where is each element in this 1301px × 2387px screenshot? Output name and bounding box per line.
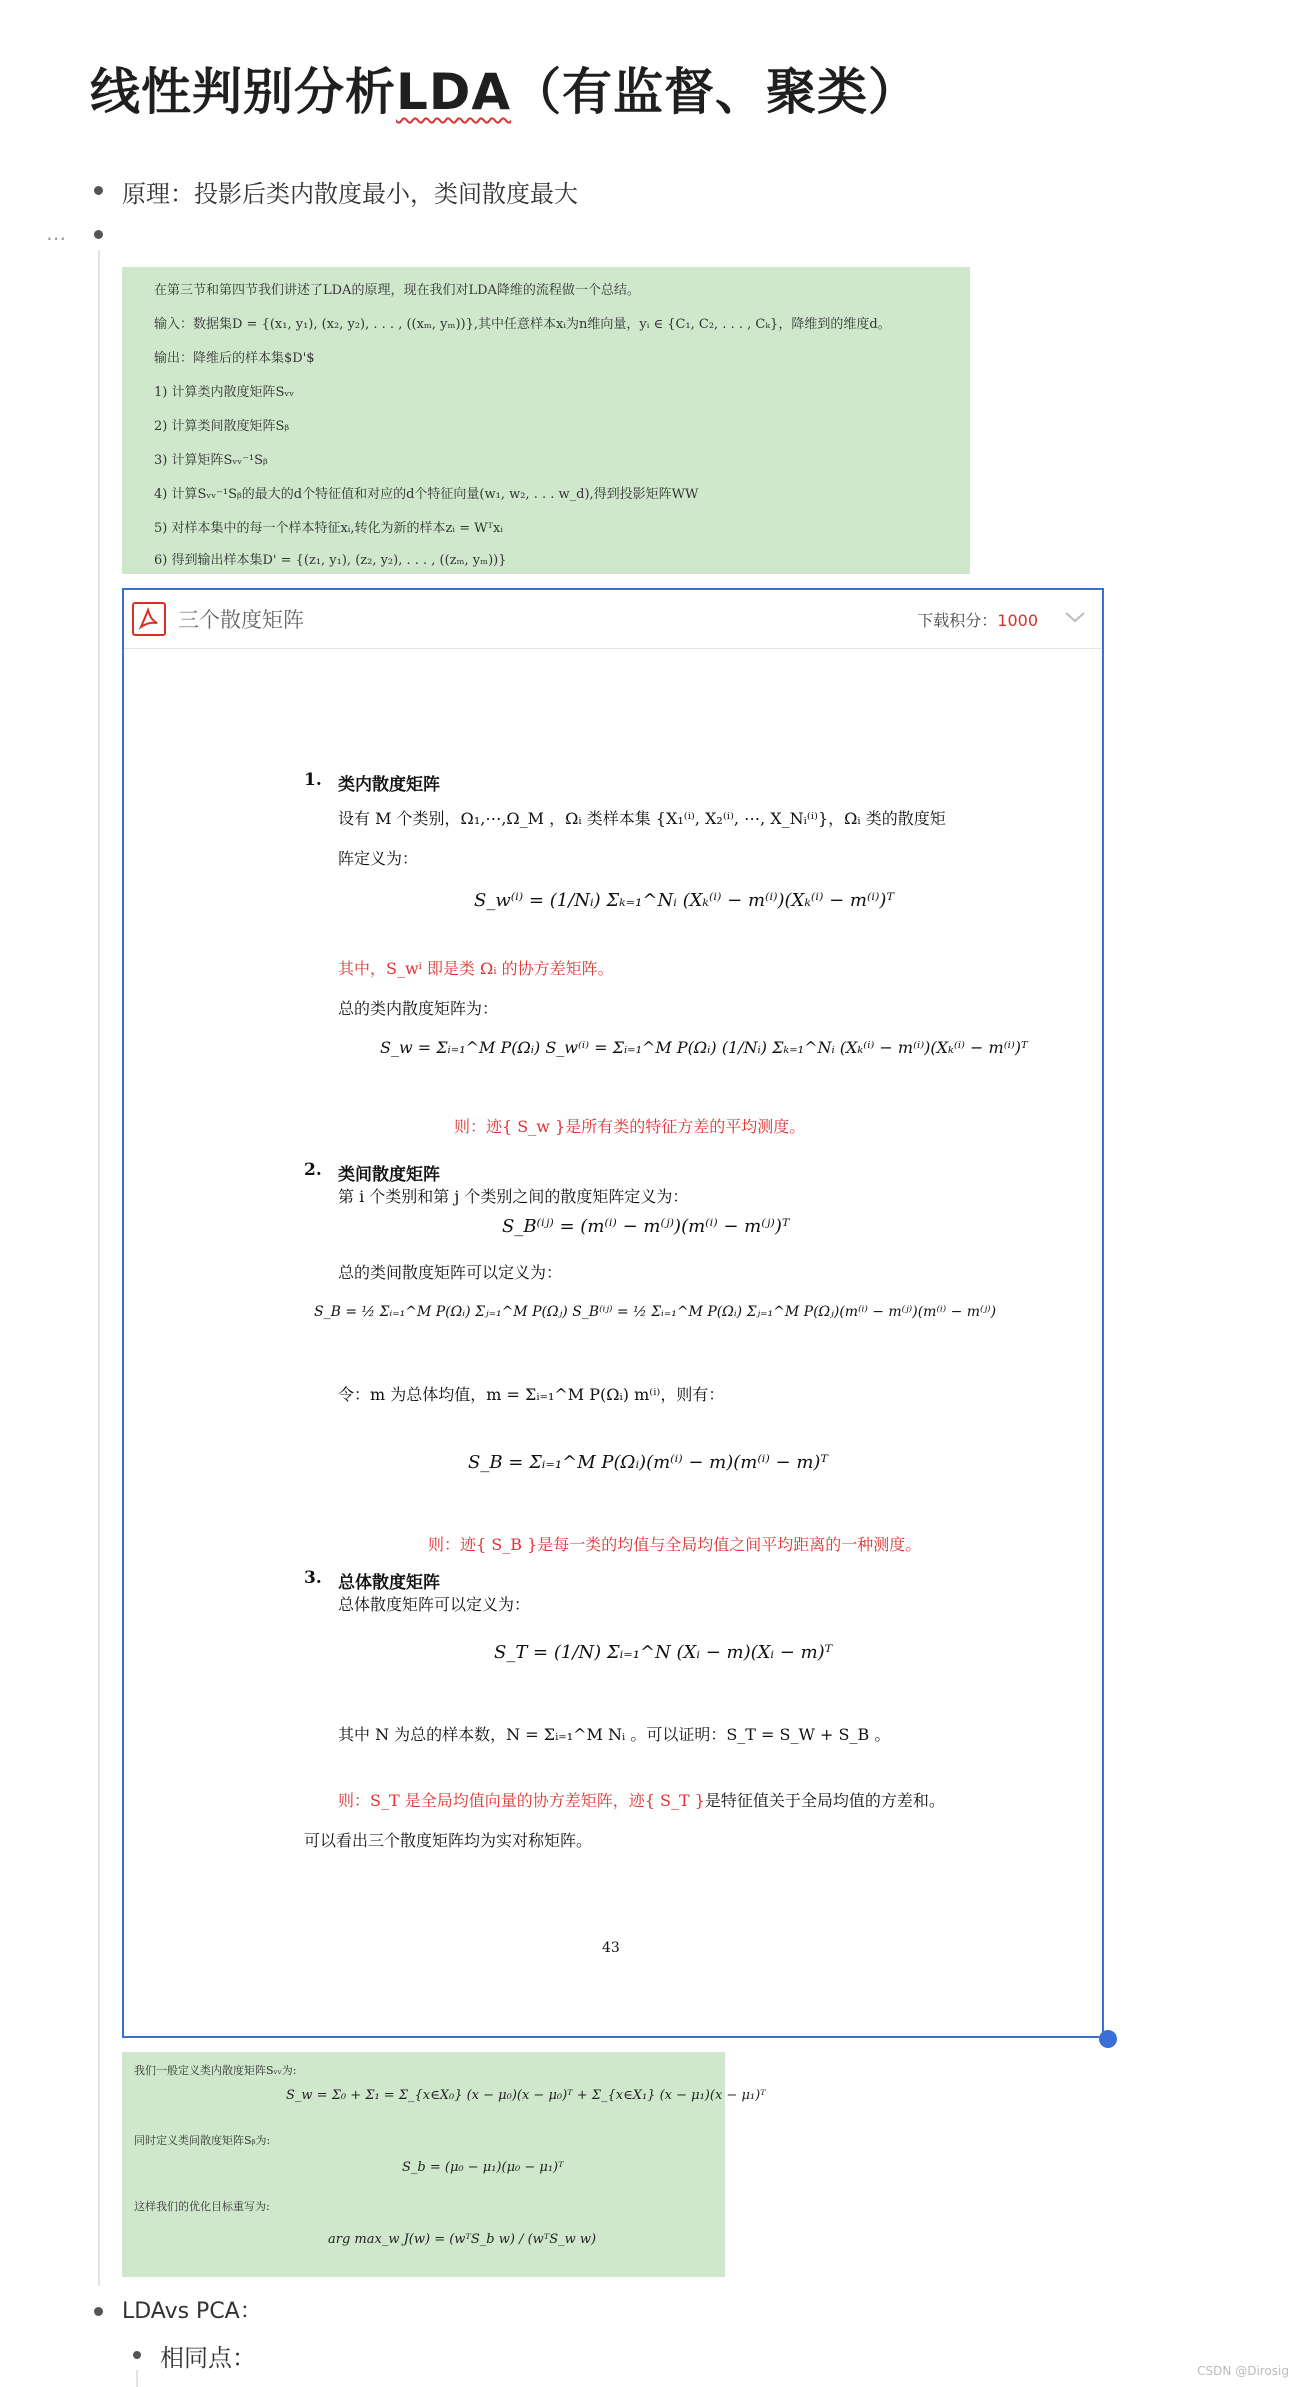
doc-text: 令：m 为总体均值，m = Σᵢ₌₁^M P(Ωᵢ) m⁽ⁱ⁾，则有： xyxy=(338,1385,725,1404)
equation: S_B⁽ⁱʲ⁾ = (m⁽ⁱ⁾ − m⁽ʲ⁾)(m⁽ⁱ⁾ − m⁽ʲ⁾)ᵀ xyxy=(502,1216,790,1237)
equation: S_B = Σᵢ₌₁^M P(Ωᵢ)(m⁽ⁱ⁾ − m)(m⁽ⁱ⁾ − m)ᵀ xyxy=(468,1452,828,1473)
doc-note: 则：迹{ S_B }是每一类的均值与全局均值之间平均距离的一种测度。 xyxy=(428,1535,922,1554)
equation: S_w = Σᵢ₌₁^M P(Ωᵢ) S_w⁽ⁱ⁾ = Σᵢ₌₁^M P(Ωᵢ) (1/Nᵢ) Σₖ₌₁^Nᵢ (Xₖ⁽ⁱ⁾ − m⁽ⁱ⁾)(Xₖ⁽ⁱ⁾ − m⁽ⁱ⁾)ᵀ xyxy=(380,1038,1028,1057)
section-heading: 类内散度矩阵 xyxy=(338,775,440,795)
similarity-text: 相同点： xyxy=(160,2344,256,2372)
section-number: 1. xyxy=(304,770,322,790)
list-guide-line xyxy=(136,2370,138,2387)
section-number: 2. xyxy=(304,1160,322,1180)
pdf-card-header xyxy=(124,590,1102,649)
more-options-icon[interactable]: ⋯ xyxy=(46,226,68,250)
section-heading: 总体散度矩阵 xyxy=(338,1573,440,1593)
doc-note: 其中，S_wⁱ 即是类 Ωᵢ 的协方差矩阵。 xyxy=(338,959,614,978)
box2-text: 这样我们的优化目标重写为: xyxy=(134,2200,270,2213)
page-number: 43 xyxy=(602,1940,620,1956)
resize-handle[interactable] xyxy=(1099,2030,1117,2048)
algo-line: 输入：数据集D = {(x₁, y₁), (x₂, y₂), . . . , ((xₘ, yₘ))},其中任意样本xᵢ为n维向量，yᵢ ∈ {C₁, C₂, . . . , Cₖ}，降维到的维度d。 xyxy=(154,317,891,332)
doc-text: 第 i 个类别和第 j 个类别之间的散度矩阵定义为： xyxy=(338,1187,689,1206)
pdf-icon xyxy=(132,602,166,636)
title-lda: LDA xyxy=(396,63,512,121)
lda-algorithm-image xyxy=(122,267,970,574)
equation: S_B = ½ Σᵢ₌₁^M P(Ωᵢ) Σⱼ₌₁^M P(Ωⱼ) S_B⁽ⁱʲ⁾ = ½ Σᵢ₌₁^M P(Ωᵢ) Σⱼ₌₁^M P(Ωⱼ)(m⁽ⁱ⁾ − m⁽ʲ⁾)(m⁽ⁱ⁾ − m⁽ʲ⁾) xyxy=(314,1304,997,1320)
doc-note: 则：迹{ S_w }是所有类的特征方差的平均测度。 xyxy=(454,1117,806,1136)
optimization-image xyxy=(122,2052,766,2277)
pdf-file-name: 三个散度矩阵 xyxy=(178,608,304,632)
bullet-dot xyxy=(94,230,103,239)
equation: S_w = Σ₀ + Σ₁ = Σ_{x∈X₀} (x − μ₀)(x − μ₀)ᵀ + Σ_{x∈X₁} (x − μ₁)(x − μ₁)ᵀ xyxy=(286,2088,766,2103)
csdn-watermark: CSDN @Dirosig xyxy=(1197,2364,1289,2378)
algo-line: 5) 对样本集中的每一个样本特征xᵢ,转化为新的样本zᵢ = Wᵀxᵢ xyxy=(154,521,503,536)
doc-text: 阵定义为： xyxy=(338,849,419,868)
lda-vs-pca-text: LDAvs PCA： xyxy=(122,2299,262,2324)
algo-line: 在第三节和第四节我们讲述了LDA的原理，现在我们对LDA降维的流程做一个总结。 xyxy=(154,283,640,298)
equation: S_w⁽ⁱ⁾ = (1/Nᵢ) Σₖ₌₁^Nᵢ (Xₖ⁽ⁱ⁾ − m⁽ⁱ⁾)(Xₖ⁽ⁱ⁾ − m⁽ⁱ⁾)ᵀ xyxy=(474,890,895,911)
pdf-attachment-card[interactable] xyxy=(122,588,1104,2038)
doc-text: 其中 N 为总的样本数，N = Σᵢ₌₁^M Nᵢ 。可以证明：S_T = S_W + S_B 。 xyxy=(338,1725,891,1744)
algo-line: 2) 计算类间散度矩阵Sᵦ xyxy=(154,419,290,434)
doc-text: 可以看出三个散度矩阵均为实对称矩阵。 xyxy=(304,1831,593,1850)
principle-text: 原理：投影后类内散度最小，类间散度最大 xyxy=(122,180,578,208)
doc-text: 总的类内散度矩阵为： xyxy=(338,999,499,1018)
algo-line: 1) 计算类内散度矩阵Sᵥᵥ xyxy=(154,385,295,400)
doc-text: 设有 M 个类别，Ω₁,⋯,Ω_M ，Ωᵢ 类样本集 {X₁⁽ⁱ⁾, X₂⁽ⁱ⁾, ⋯, X_Nᵢ⁽ⁱ⁾}，Ωᵢ 类的散度矩 xyxy=(338,809,946,828)
doc-text: 总体散度矩阵可以定义为： xyxy=(338,1595,531,1614)
bullet-dot xyxy=(94,2307,103,2316)
bullet-dot xyxy=(133,2351,141,2359)
section-number: 3. xyxy=(304,1568,322,1588)
list-guide-line xyxy=(98,250,100,2286)
box2-text: 我们一般定义类内散度矩阵Sᵥᵥ为: xyxy=(134,2064,297,2077)
algo-line: 6) 得到输出样本集D' = {(z₁, y₁), (z₂, y₂), . . . , ((zₘ, yₘ))} xyxy=(154,553,507,568)
section-heading: 类间散度矩阵 xyxy=(338,1165,440,1185)
doc-text: 总的类间散度矩阵可以定义为： xyxy=(338,1263,563,1282)
chevron-down-icon[interactable] xyxy=(1062,604,1088,630)
algo-line: 输出：降维后的样本集$D'$ xyxy=(154,351,315,366)
bullet-dot xyxy=(94,186,103,195)
algo-line: 4) 计算Sᵥᵥ⁻¹Sᵦ的最大的d个特征值和对应的d个特征向量(w₁, w₂, . . . w_d),得到投影矩阵WW xyxy=(154,487,699,502)
box2-text: 同时定义类间散度矩阵Sᵦ为: xyxy=(134,2134,271,2147)
algo-line: 3) 计算矩阵Sᵥᵥ⁻¹Sᵦ xyxy=(154,453,268,468)
download-score: 下载积分：1000 xyxy=(917,611,1038,630)
page-title: 线性判别分析LDA（有监督、聚类） xyxy=(90,63,920,121)
equation: S_T = (1/N) Σᵢ₌₁^N (Xᵢ − m)(Xᵢ − m)ᵀ xyxy=(494,1642,833,1663)
doc-note-mixed: 则：S_T 是全局均值向量的协方差矩阵，迹{ S_T }是特征值关于全局均值的方差和。 xyxy=(338,1791,945,1810)
equation: S_b = (μ₀ − μ₁)(μ₀ − μ₁)ᵀ xyxy=(402,2160,564,2175)
equation: arg max_w J(w) = (wᵀS_b w) / (wᵀS_w w) xyxy=(328,2232,597,2247)
